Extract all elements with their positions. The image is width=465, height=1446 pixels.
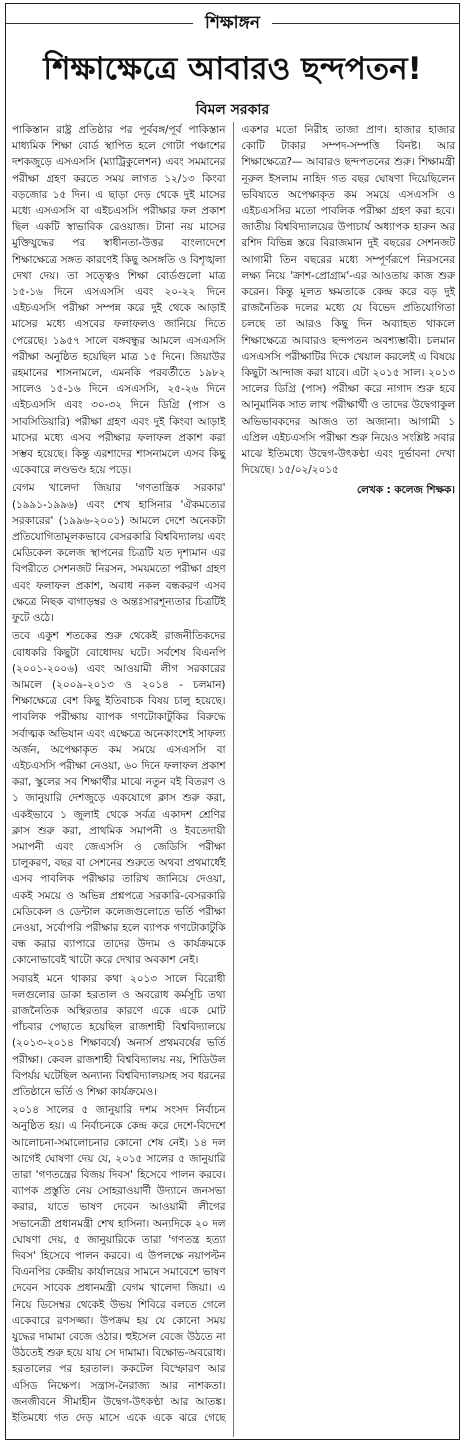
paragraph: ২০১৪ সালের ৫ জানুয়ারি দশম সংসদ নির্বাচন অনুষ্ঠিত হয়। এ নির্বাচনকে কেন্দ্র করে দেশে-বিদেশে আলোচনা-সমালোচনার কোনো শেষ নেই। ১৪ দল আগেই ঘোষণা দেয় যে, ২০১৫ সালের ৫ জানুয়ারি তারা 'গণতন্ত্রের বিজয় দিবস' হিসেবে পালন করবে। ব্যাপক প্রস্তুতি নেয় সোহরাওয়ার্দী উদ্যানে জনসভা করার, যাতে ভাষণ দেবেন আওয়ামী লীগের সভানেত্রী প্রধানমন্ত্রী শেখ হাসিনা। অন্যদিকে ২০ দল ঘোষণা দেয়, ৫ জানুয়ারিকে তারা 'গণতন্ত্র হত্যা দিবস' হিসেবে পালন করবে। এ উপলক্ষে নয়াপল্টন বিএনপির কেন্দ্রীয় কার্যালয়ের সামনে সমাবেশে ভাষণ দেবেন সাবেক প্রধানমন্ত্রী বেগম খালেদা জিয়া। এ নিয়ে ডিসেম্বর থেকেই উভয় শিবিরে বলতে গেলে একেবারে রণসজ্জা। উপক্রম হয় যে কোনো সময় যুদ্ধের দামামা বেজে ওঠার। হুইসেল বেজে উঠতে না উঠতেই শুরু হয়ে যায় সে দামামা। বিক্ষোভ-অবরোধ। হরতালের পর হরতাল। ককটেল বিস্ফোরণ আর এসিড নিক্ষেপ। সন্ত্রাস-নৈরাজ্য আর নাশকতা। জনজীবনে সীমাহীন উদ্বেগ-উৎকণ্ঠা আর আতঙ্ক। ইতিমধ্যে গত দেড় মাসে একে একে ঝরে গেছে একশর মতো নিরীহ তাজা প্রাণ। হাজার হাজার কোটি টাকার সম্পদ-সম্পত্তি বিনষ্ট। আর শিক্ষাক্ষেত্রে?— আবারও ছন্দপতনের শুরু। শিক্ষামন্ত্রী নূরুল ইসলাম নাহিদ গত বছর ঘোষণা দিয়েছিলেন ভবিষ্যতে অপেক্ষাকৃত কম সময়ে এসএসসি ও এইচএসসির মতো পাবলিক পরীক্ষা গ্রহণ করা হবে। জাতীয় বিশ্ববিদ্যালয়ের উপাচার্য অধ্যাপক হারুন অর রশিদ বিভিন্ন স্তরে বিরাজমান দুই বছরের সেশনজট আগামী তিন বছরের মধ্যে সম্পূর্ণরূপে নিরসনের লক্ষ্য নিয়ে 'ক্রাশ-প্রোগ্রাম'-এর আওতায় কাজ শুরু করেন। কিন্তু মূলত ক্ষমতাকে কেন্দ্র করে বড় দুই রাজনৈতিক দলের মধ্যে যে বিভেদ প্রতিযোগিতা চলছে তা আরও কিছু দিন অব্যাহত থাকলে শিক্ষাক্ষেত্রে আবারও ছন্দপতন অবশ্যম্ভাবী। চলমান এসএসসি পরীক্ষাটির দিকে খেয়াল করলেই এ বিষয়ে কিছুটা আন্দাজ করা যাবে। এটা ২০১৫ সাল। ২০১৩ সালের ডিগ্রি (পাস) পরীক্ষা করে নাগাদ শুরু হবে আনুমানিক সাত লাখ পরীক্ষার্থী ও তাদের উদ্বেগাকুল অভিভাবকদের আজও তা অজানা। আগামী ১ এপ্রিল এইচএসসি পরীক্ষা শুরু নিয়েও সংশ্লিষ্ট সবার মাঝে ইতিমধ্যে উদ্বেগ-উৎকণ্ঠা এবং দুর্ভাবনা দেখা দিয়েছে। ১৫/০২/২০১৫ [12, 124, 455, 1425]
headline: শিক্ষাক্ষেত্রে আবারও ছন্দপতন! [43, 51, 422, 87]
author-note: লেখক : কলেজ শিক্ষক। [356, 484, 455, 497]
paragraph: সবারই মনে থাকার কথা ২০১৩ সালে বিরোধী দলগুলোর ডাকা হরতাল ও অবরোধ কর্মসূচি তথা রাজনৈতিক অস্থিরতার কারণে একে একে মোট পাঁচবার পেছাতে হয়েছিল রাজশাহী বিশ্ববিদ্যালয়ে (২০১৩-২০১৪ শিক্ষাবর্ষে) অনার্স প্রথমবর্ষের ভর্তি পরীক্ষা। কেবল রাজশাহী বিশ্ববিদ্যালয় নয়, শিডিউল বিপর্যয় ঘটেছিল অন্যান্য বিশ্ববিদ্যালয়সহ সব ধরনের প্রতিষ্ঠানে ভর্তি ও শিক্ষা কার্যক্রমেও। [12, 972, 226, 1098]
paragraph: বেগম খালেদা জিয়ার 'গণতান্ত্রিক সরকার' (১৯৯১-১৯৯৬) এবং শেখ হাসিনার 'ঐকমত্যের সরকারের' (১৯৯৬-২০০১) আমলে দেশে অনেকটা প্রতিযোগিতামূলকভাবে বেসরকারি বিশ্ববিদ্যালয় এবং মেডিকেল কলেজ স্থাপনের চিত্রটি যত দৃশ্যমান এর বিপরীতে সেশনজট নিরসন, সময়মতো পরীক্ষা গ্রহণ এবং ফলাফল প্রকাশ, অবাধ নকল বন্ধকরণ এসব ক্ষেত্রে নিছক বাগাড়ম্বর ও অন্তঃসারশূন্যতার চিত্রটিই ফুটে ওঠে। [12, 482, 226, 625]
paragraph: তবে একুশ শতকের শুরু থেকেই রাজনীতিকদের বোধকরি কিছুটা বোধোদয় ঘটে। সর্বশেষ বিএনপি (২০০১-২০০৬) এবং আওয়ামী লীগ সরকারের আমলে (২০০৯-২০১৩ ও ২০১৪ - চলমান) শিক্ষাক্ষেত্রে বেশ কিছু ইতিবাচক বিষয় চালু হয়েছে। পাবলিক পরীক্ষায় ব্যাপক গণটোকাটুকির বিরুদ্ধে সর্বাত্মক অভিযান এবং এক্ষেত্রে অনেকাংশেই সাফল্য অর্জন, অপেক্ষাকৃত কম সময়ে এসএসসি বা এইচএসসি পরীক্ষা নেওয়া, ৬০ দিনে ফলাফল প্রকাশ করা, স্কুলের সব শিক্ষার্থীর মাঝে নতুন বই বিতরণ ও ১ জানুয়ারি দেশজুড়ে একযোগে ক্লাস শুরু করা, একইভাবে ১ জুলাই থেকে সর্বত্র একাদশ শ্রেণির ক্লাস শুরু করা, প্রাথমিক সমাপনী ও ইবতেদায়ী সমাপনী এবং জেএসসি ও জেডিসি পরীক্ষা চালুকরণ, বছর বা সেশনের শুরুতে অথবা প্রথমার্ধেই এসব পাবলিক পরীক্ষার তারিখ জানিয়ে দেওয়া, একই সময়ে ও অভিন্ন প্রশ্নপত্রে সরকারি-বেসরকারি মেডিকেল ও ডেন্টাল কলেজগুলোতে ভর্তি পরীক্ষা নেওয়া, সর্বোপরি পরীক্ষার হলে ব্যাপক গণটোকাটুকি বন্ধ করার ব্যাপারে তাদের উদ্যম ও কার্যক্রমকে কোনোভাবেই খাটো করে দেখার অবকাশ নেই। [12, 630, 226, 967]
section-title: শিক্ষাঙ্গন [193, 10, 272, 38]
article-body [12, 122, 455, 1437]
section-header [6, 4, 459, 44]
byline: বিমল সরকার [195, 102, 270, 118]
newspaper-article [5, 3, 460, 1440]
paragraph: পাকিস্তান রাষ্ট্র প্রতিষ্ঠার পর পূর্ববঙ্গ/পূর্ব পাকিস্তান মাধ্যমিক শিক্ষা বোর্ড স্থাপিত হলে গোটা পঞ্চাশের দশকজুড়ে এসএসসি (ম্যাট্রিকুলেশন) এবং সমমানের পরীক্ষা গ্রহণ করতে সময় লাগত ১২/১৩ কিংবা বড়জোর ১৫ দিন। এ ছাড়া দেড় থেকে দুই মাসের মধ্যে এসএসসি বা এইচএসসি পরীক্ষার ফল প্রকাশ ছিল একটি স্বাভাবিক রেওয়াজ। টানা নয় মাসের মুক্তিযুদ্ধের পর স্বাধীনতা-উত্তর বাংলাদেশে শিক্ষাক্ষেত্রে সঙ্গত কারণেই কিছু অসঙ্গতি ও বিশৃঙ্খলা দেখা দেয়। তা সত্ত্বেও শিক্ষা বোর্ডগুলো মাত্র ১৫-১৬ দিনে এসএসসি এবং ২০-২২ দিনে এইচএসসি পরীক্ষা সম্পন্ন করে দুই থেকে আড়াই মাসের মধ্যে এসবের ফলাফলও জানিয়ে দিতে পেরেছে। ১৯৫৭ সালে বঙ্গবন্ধুর আমলে এসএসসি পরীক্ষা অনুষ্ঠিত হয়েছিল মাত্র ১৫ দিনে। জিয়াউর রহমানের শাসনামলে, এমনকি পরবর্তীতে ১৯৮২ সালেও ১৫-১৬ দিনে এসএসসি, ২৫-২৬ দিনে এইচএসসি এবং ৩০-৩২ দিনে ডিগ্রি (পাস ও সাবসিডিয়ারি) পরীক্ষা গ্রহণ এবং দুই কিংবা আড়াই মাসের মধ্যে এসব পরীক্ষার ফলাফল প্রকাশ করা সম্ভব হয়েছে। কিন্তু এরশাদের শাসনামলে এসব কিছু একেবারে লণ্ডভণ্ড হয়ে পড়ে। [12, 124, 226, 477]
